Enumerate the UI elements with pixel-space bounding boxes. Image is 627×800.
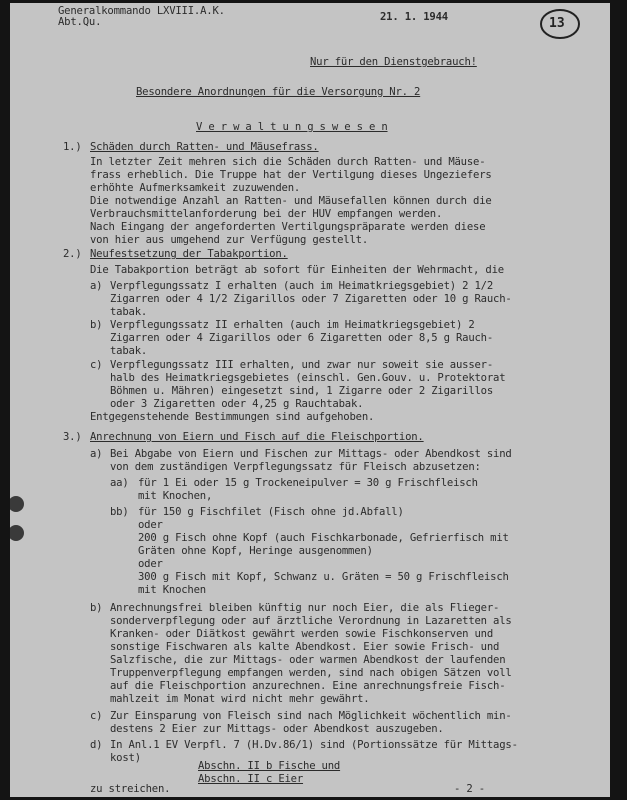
section-2-closing: Entgegenstehende Bestimmungen sind aufgehoben. (90, 411, 375, 423)
struck-section-1: Abschn. II b Fische und (198, 760, 341, 772)
section-1-line: In letzter Zeit mehren sich die Schäden durch Ratten- und Mäuse- (90, 156, 486, 168)
item-label: a) (90, 280, 103, 292)
item-label: b) (90, 319, 103, 331)
subitem-line: Gräten ohne Kopf, Heringe ausgenommen) (138, 545, 373, 557)
section-1-line: Verbrauchsmittelanforderung bei der HUV empfangen werden. (90, 208, 443, 220)
section-1-heading: Schäden durch Ratten- und Mäusefrass. (90, 141, 319, 153)
document-page (10, 3, 610, 797)
punch-hole-top (10, 496, 24, 512)
item-line: Verpflegungssatz II erhalten (auch im Heimatkriegsgebiet) 2 (110, 319, 475, 331)
item-line: kost) (110, 752, 141, 764)
item-line: Bei Abgabe von Eiern und Fischen zur Mittags- oder Abendkost sind (110, 448, 512, 460)
item-line: sonderverpflegung oder auf ärztliche Verordnung in Lazaretten als (110, 615, 512, 627)
item-line: sonstige Fischwaren als kalte Abendkost. Eier sowie Frisch- und (110, 641, 500, 653)
item-label: d) (90, 739, 103, 751)
item-line: tabak. (110, 345, 148, 357)
classification-note: Nur für den Dienstgebrauch! (310, 56, 477, 68)
item-line: Verpflegungssatz I erhalten (auch im Heimatkriegsgebiet) 2 1/2 (110, 280, 494, 292)
section-1-line: erhöhte Aufmerksamkeit zuzuwenden. (90, 182, 301, 194)
subitem-line: 200 g Fisch ohne Kopf (auch Fischkarbonade, Gefrierfisch mit (138, 532, 509, 544)
item-line: Kranken- oder Diätkost gewährt werden sowie Fischkonserven und (110, 628, 494, 640)
item-line: destens 2 Eier zur Mittags- oder Abendkost auszugeben. (110, 723, 444, 735)
item-line: oder 3 Zigaretten oder 4,25 g Rauchtabak. (110, 398, 364, 410)
item-line: halb des Heimatkriegsgebietes (einschl. Gen.Gouv. u. Protektorat (110, 372, 506, 384)
document-subtitle: V e r w a l t u n g s w e s e n (196, 121, 388, 133)
subitem-line: oder (138, 558, 163, 570)
section-3-number: 3.) (63, 431, 82, 443)
closing-instruction: zu streichen. (90, 783, 171, 795)
page-number-stamp (538, 7, 584, 41)
struck-section-2: Abschn. II c Eier (198, 773, 304, 785)
subitem-line: für 1 Ei oder 15 g Trockeneipulver = 30 g Frischfleisch (138, 477, 478, 489)
item-label: c) (90, 710, 103, 722)
subitem-line: mit Knochen (138, 584, 206, 596)
section-1-line: Die notwendige Anzahl an Ratten- und Mäusefallen können durch die (90, 195, 492, 207)
section-1-line: von hier aus umgehend zur Verfügung gestellt. (90, 234, 369, 246)
item-line: tabak. (110, 306, 148, 318)
item-line: auf die Fleischportion anzurechnen. Eine anrechnungsfreie Fisch- (110, 680, 506, 692)
item-line: Böhmen u. Mähren) eingesetzt sind, 1 Zigarre oder 2 Zigarillos (110, 385, 494, 397)
document-date: 21. 1. 1944 (380, 11, 448, 23)
subitem-label: bb) (110, 506, 129, 518)
section-2-number: 2.) (63, 248, 82, 260)
section-2-heading: Neufestsetzung der Tabakportion. (90, 248, 288, 260)
document-title: Besondere Anordnungen für die Versorgung Nr. 2 (136, 86, 421, 98)
section-1-line: frass erheblich. Die Truppe hat der Vertilgung dieses Ungeziefers (90, 169, 492, 181)
item-line: Zigarren oder 4 1/2 Zigarillos oder 7 Zigaretten oder 10 g Rauch- (110, 293, 512, 305)
item-label: c) (90, 359, 103, 371)
section-1-number: 1.) (63, 141, 82, 153)
section-3-heading: Anrechnung von Eiern und Fisch auf die Fleischportion. (90, 431, 424, 443)
org-line-2: Abt.Qu. (58, 16, 102, 28)
item-line: von dem zuständigen Verpflegungssatz für Fleisch abzusetzen: (110, 461, 481, 473)
subitem-line: 300 g Fisch mit Kopf, Schwanz u. Gräten = 50 g Frischfleisch (138, 571, 509, 583)
item-line: Zur Einsparung von Fleisch sind nach Möglichkeit wöchentlich min- (110, 710, 512, 722)
item-line: Salzfische, die zur Mittags- oder warmen Abendkost der laufenden (110, 654, 506, 666)
subitem-line: für 150 g Fischfilet (Fisch ohne jd.Abfall) (138, 506, 404, 518)
item-line: Zigarren oder 4 Zigarillos oder 6 Zigaretten oder 8,5 g Rauch- (110, 332, 494, 344)
item-line: Truppenverpflegung empfangen werden, sind nach obigen Sätzen voll (110, 667, 512, 679)
item-line: Anrechnungsfrei bleiben künftig nur noch Eier, die als Flieger- (110, 602, 500, 614)
subitem-line: mit Knochen, (138, 490, 213, 502)
stamp-number: 13 (549, 16, 565, 31)
section-1-line: Nach Eingang der angeforderten Vertilgungspräparate werden diese (90, 221, 486, 233)
item-label: b) (90, 602, 103, 614)
section-2-intro: Die Tabakportion beträgt ab sofort für Einheiten der Wehrmacht, die (90, 264, 504, 276)
subitem-label: aa) (110, 477, 129, 489)
subitem-line: oder (138, 519, 163, 531)
item-line: Verpflegungssatz III erhalten, und zwar nur soweit sie ausser- (110, 359, 494, 371)
org-line-1: Generalkommando LXVIII.A.K. (58, 5, 225, 17)
item-label: a) (90, 448, 103, 460)
page-footer: - 2 - (454, 783, 485, 795)
item-line: mahlzeit im Monat wird nicht mehr gewährt. (110, 693, 370, 705)
punch-hole-bottom (10, 525, 24, 541)
item-line: In Anl.1 EV Verpfl. 7 (H.Dv.86/1) sind (Portionssätze für Mittags- (110, 739, 518, 751)
